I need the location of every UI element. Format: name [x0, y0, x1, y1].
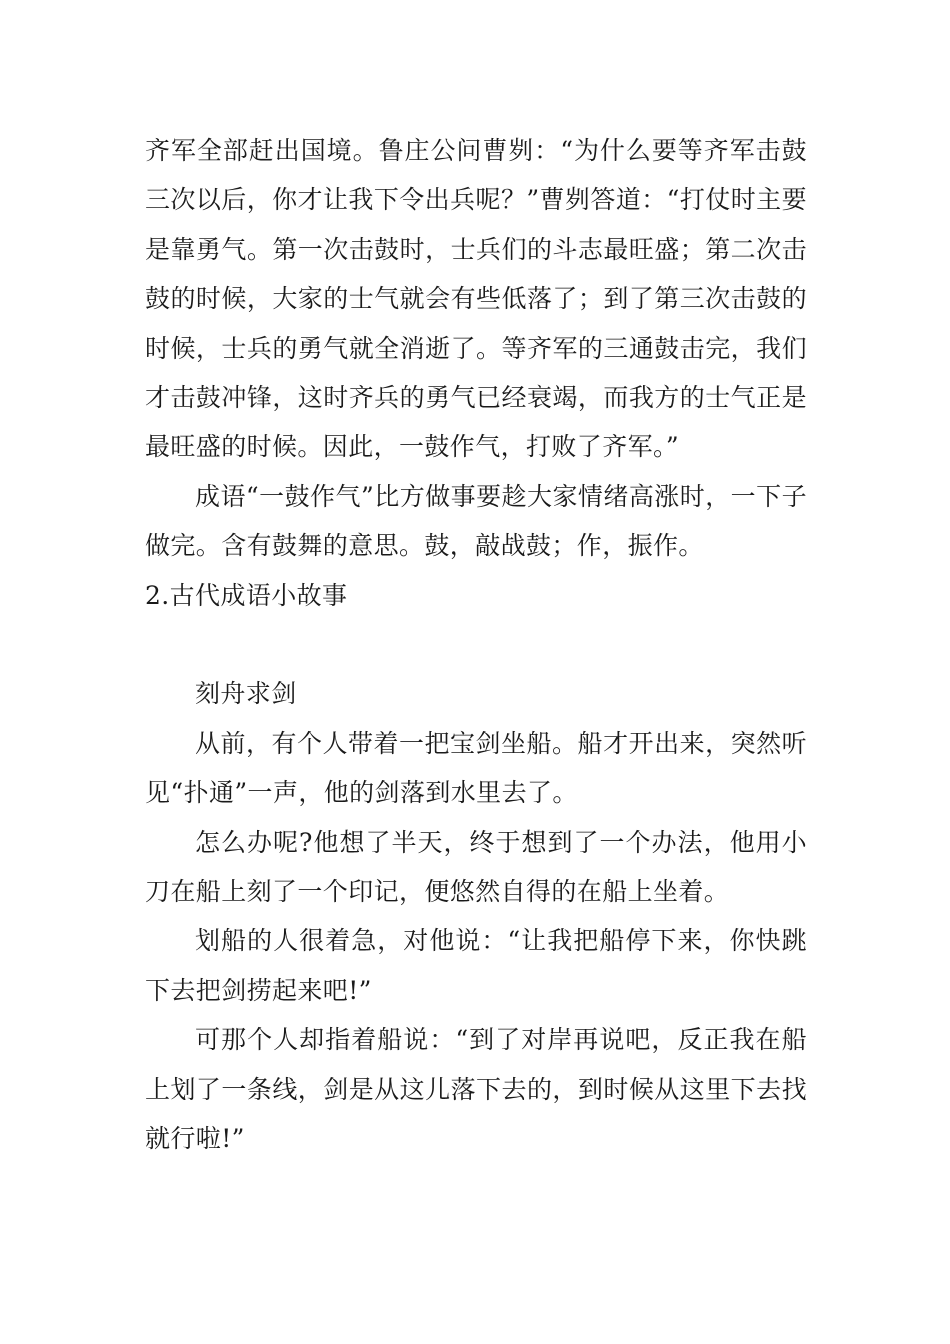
paragraph-idiom-meaning: 成语“一鼓作气”比方做事要趁大家情绪高涨时，一下子做完。含有鼓舞的意思。鼓，敲战鼓；作，振作。	[145, 481, 807, 561]
story-paragraph-2: 怎么办呢?他想了半天，终于想到了一个办法，他用小刀在船上刻了一个印记，便悠然自得的在船上坐着。	[145, 827, 807, 907]
blank-line	[145, 620, 807, 669]
story-paragraph-4: 可那个人却指着船说：“到了对岸再说吧，反正我在船上划了一条线，剑是从这儿落下去的，到时候从这里下去找就行啦!”	[145, 1025, 807, 1154]
story-paragraph-1: 从前，有个人带着一把宝剑坐船。船才开出来，突然听见“扑通”一声，他的剑落到水里去了。	[145, 728, 807, 808]
document-body	[145, 126, 807, 1164]
story-paragraph-3: 划船的人很着急，对他说：“让我把船停下来，你快跳下去把剑捞起来吧!”	[145, 926, 807, 1005]
paragraph-cao-gui-answer: 齐军全部赶出国境。鲁庄公问曹刿：“为什么要等齐军击鼓三次以后，你才让我下令出兵呢？”曹刿答道：“打仗时主要是靠勇气。第一次击鼓时，士兵们的斗志最旺盛；第二次击鼓的时候，大家的士气就会有些低落了；到了第三次击鼓的时候，士兵的勇气就全消逝了。等齐军的三通鼓击完，我们才击鼓冲锋，这时齐兵的勇气已经衰竭，而我方的士气正是最旺盛的时候。因此，一鼓作气，打败了齐军。”	[145, 136, 807, 462]
story-title: 刻舟求剑	[195, 679, 297, 709]
section-heading: 2.古代成语小故事	[145, 580, 348, 610]
